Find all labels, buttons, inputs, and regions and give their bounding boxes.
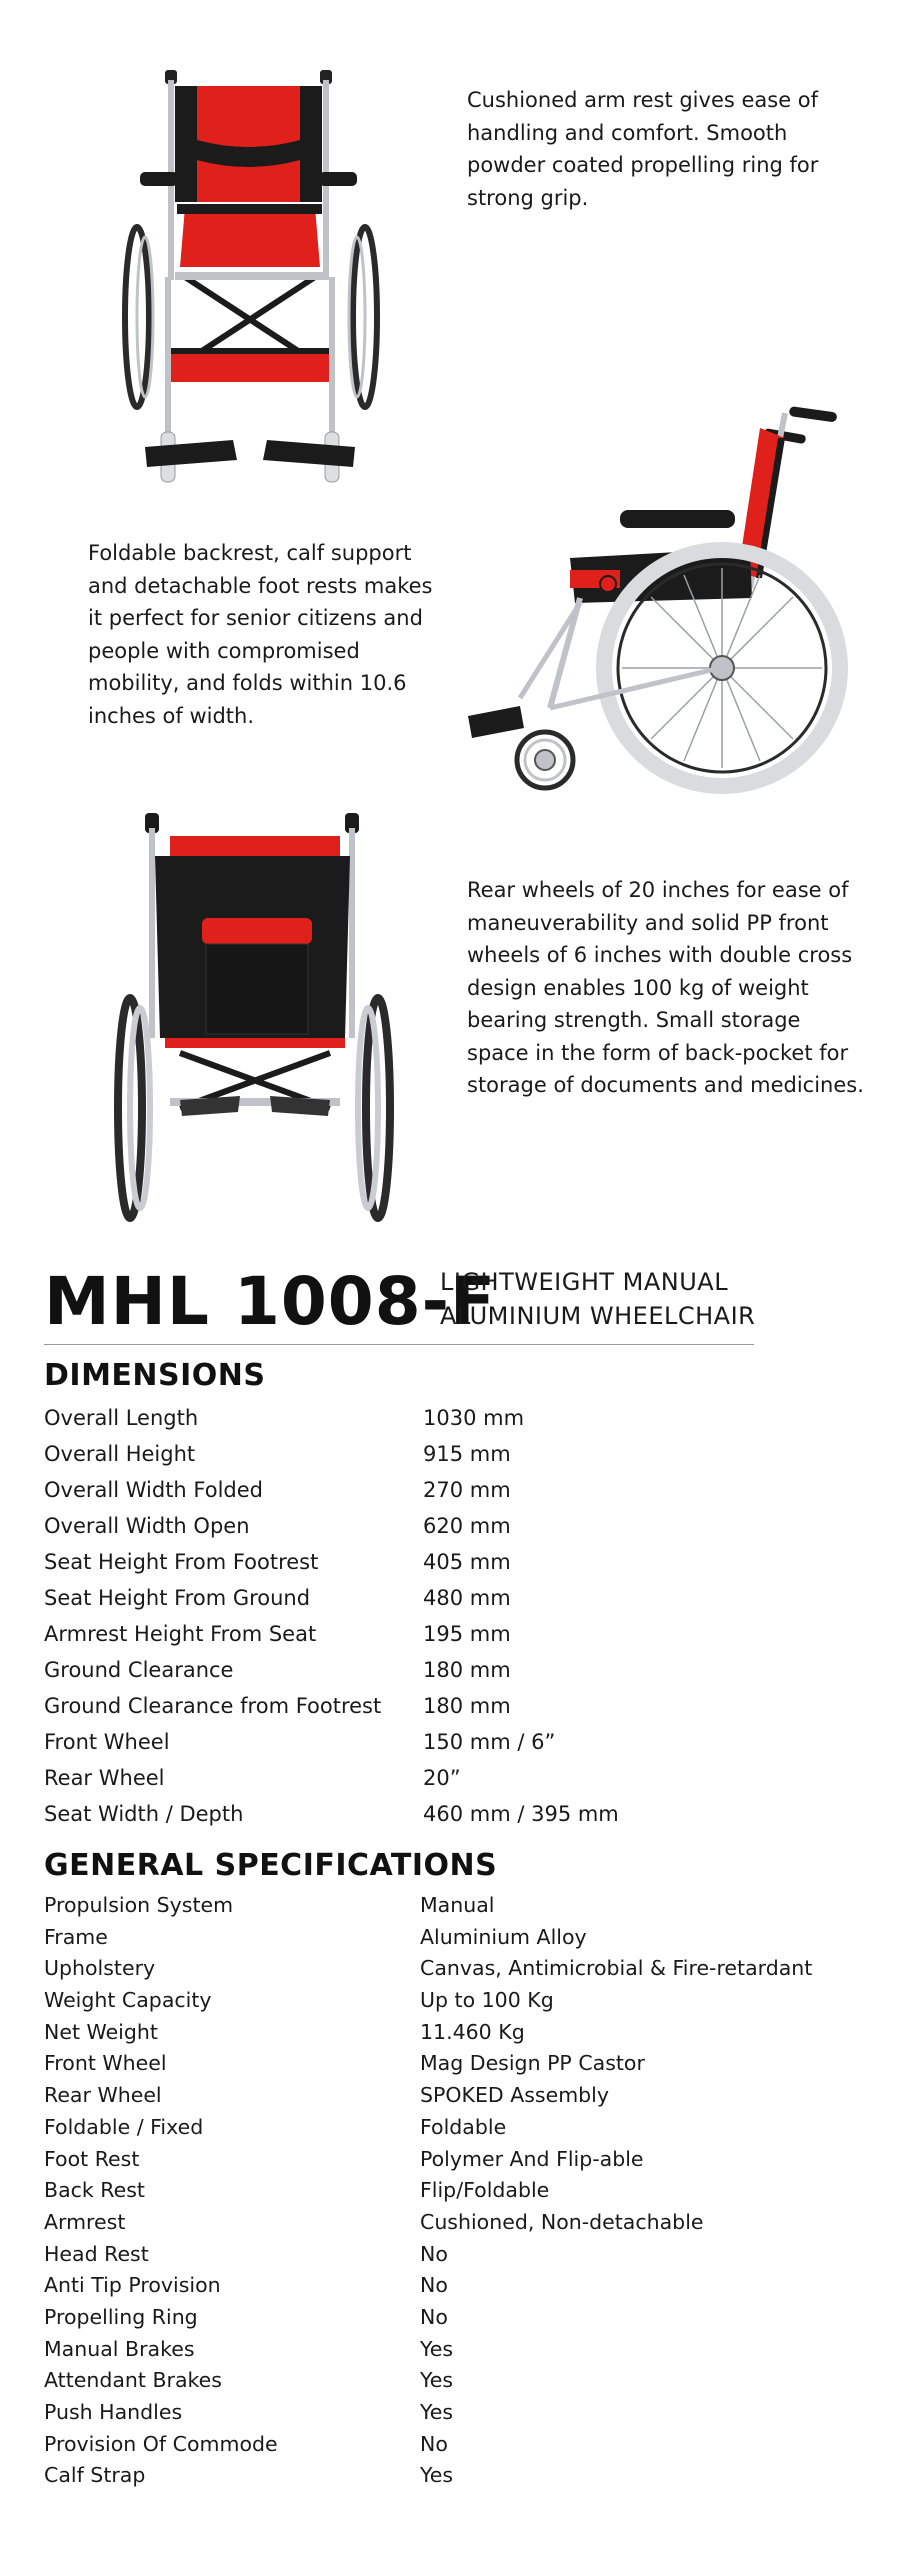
spec-value: Yes bbox=[420, 2368, 454, 2393]
spec-row bbox=[0, 2080, 916, 2112]
spec-label: Front Wheel bbox=[44, 2051, 167, 2076]
spec-label: Net Weight bbox=[44, 2019, 158, 2044]
spec-value: No bbox=[420, 2241, 448, 2266]
product-model: MHL 1008-F bbox=[44, 1263, 497, 1340]
spec-row bbox=[0, 2175, 916, 2207]
spec-label: Overall Height bbox=[44, 1442, 196, 1466]
spec-row bbox=[0, 2017, 916, 2049]
spec-row bbox=[0, 2144, 916, 2176]
spec-row bbox=[0, 1688, 916, 1724]
wheelchair-back-view-image bbox=[110, 808, 400, 1228]
spec-value: Manual bbox=[420, 1893, 495, 1917]
spec-row bbox=[0, 1953, 916, 1985]
spec-value: 460 mm / 395 mm bbox=[423, 1802, 619, 1826]
spec-row bbox=[0, 2270, 916, 2302]
product-subtitle bbox=[440, 1265, 755, 1333]
spec-label: Seat Width / Depth bbox=[44, 1802, 244, 1826]
spec-label: Overall Length bbox=[44, 1406, 199, 1430]
product-subtitle-line2: ALUMINIUM WHEELCHAIR bbox=[440, 1302, 756, 1330]
spec-value: Yes bbox=[420, 2463, 454, 2488]
spec-value: Cushioned, Non-detachable bbox=[420, 2209, 704, 2234]
spec-row bbox=[0, 2302, 916, 2334]
spec-row bbox=[0, 1400, 916, 1436]
dimensions-heading: DIMENSIONS bbox=[44, 1358, 266, 1393]
spec-value: Polymer And Flip-able bbox=[420, 2146, 644, 2171]
spec-value: 180 mm bbox=[423, 1658, 511, 1682]
spec-value: Mag Design PP Castor bbox=[420, 2051, 645, 2076]
spec-label: Armrest bbox=[44, 2209, 126, 2234]
dimensions-table bbox=[0, 1400, 916, 1832]
product-subtitle-line1: LIGHTWEIGHT MANUAL bbox=[440, 1268, 729, 1296]
spec-label: Foot Rest bbox=[44, 2146, 140, 2171]
spec-row bbox=[0, 1760, 916, 1796]
spec-label: Overall Width Folded bbox=[44, 1478, 264, 1502]
spec-value: No bbox=[420, 2273, 448, 2298]
spec-label: Upholstery bbox=[44, 1956, 156, 1981]
spec-row bbox=[0, 1472, 916, 1508]
spec-value: Flip/Foldable bbox=[420, 2178, 550, 2203]
spec-label: Seat Height From Footrest bbox=[44, 1550, 319, 1574]
spec-row bbox=[0, 1922, 916, 1954]
spec-value: 195 mm bbox=[423, 1622, 511, 1646]
spec-label: Rear Wheel bbox=[44, 2083, 162, 2108]
spec-label: Back Rest bbox=[44, 2178, 145, 2203]
spec-label: Seat Height From Ground bbox=[44, 1586, 311, 1610]
general-specifications-table bbox=[0, 1890, 916, 2492]
spec-value: 620 mm bbox=[423, 1514, 511, 1538]
spec-value: 270 mm bbox=[423, 1478, 511, 1502]
spec-row bbox=[0, 2429, 916, 2461]
spec-row bbox=[0, 1985, 916, 2017]
spec-value: 150 mm / 6” bbox=[423, 1730, 556, 1754]
spec-row bbox=[0, 1652, 916, 1688]
title-divider bbox=[44, 1344, 754, 1345]
spec-row bbox=[0, 2460, 916, 2492]
spec-label: Rear Wheel bbox=[44, 1766, 165, 1790]
wheelchair-side-view-image bbox=[460, 398, 860, 803]
spec-row bbox=[0, 2334, 916, 2366]
spec-row bbox=[0, 1724, 916, 1760]
spec-value: 1030 mm bbox=[423, 1406, 525, 1430]
spec-row bbox=[0, 1508, 916, 1544]
spec-label: Anti Tip Provision bbox=[44, 2273, 221, 2298]
spec-value: 405 mm bbox=[423, 1550, 511, 1574]
spec-row bbox=[0, 1890, 916, 1922]
spec-value: SPOKED Assembly bbox=[420, 2083, 610, 2108]
spec-label: Propulsion System bbox=[44, 1893, 234, 1917]
spec-label: Weight Capacity bbox=[44, 1988, 212, 2013]
spec-label: Front Wheel bbox=[44, 1730, 170, 1754]
feature-text-wheels: Rear wheels of 20 inches for ease of maneuverability and solid PP front wheels of 6 inches with double cross design enables 100 kg of weight bearing strength. Small storage space in the form of back-pocket for storage of documents and medicines. bbox=[467, 878, 864, 1097]
spec-value: 915 mm bbox=[423, 1442, 511, 1466]
spec-row bbox=[0, 2207, 916, 2239]
spec-value: No bbox=[420, 2304, 448, 2329]
spec-value: Yes bbox=[420, 2400, 454, 2424]
spec-value: Up to 100 Kg bbox=[420, 1988, 554, 2013]
spec-row bbox=[0, 2048, 916, 2080]
spec-row bbox=[0, 2397, 916, 2429]
spec-label: Ground Clearance from Footrest bbox=[44, 1694, 382, 1718]
spec-label: Provision Of Commode bbox=[44, 2431, 278, 2456]
spec-value: 11.460 Kg bbox=[420, 2019, 525, 2044]
spec-value: Foldable bbox=[420, 2114, 507, 2139]
spec-value: 20” bbox=[423, 1766, 461, 1790]
spec-label: Attendant Brakes bbox=[44, 2368, 222, 2393]
spec-label: Overall Width Open bbox=[44, 1514, 250, 1538]
spec-label: Foldable / Fixed bbox=[44, 2114, 204, 2139]
spec-value: Canvas, Antimicrobial & Fire-retardant bbox=[420, 1956, 813, 1981]
feature-text-armrest: Cushioned arm rest gives ease of handling and comfort. Smooth powder coated propelling ring for strong grip. bbox=[467, 88, 819, 210]
spec-row bbox=[0, 1544, 916, 1580]
feature-text-foldable: Foldable backrest, calf support and detachable foot rests makes it perfect for senior citizens and people with compromised mobility, and folds within 10.6 inches of width. bbox=[88, 541, 433, 728]
spec-label: Head Rest bbox=[44, 2241, 149, 2266]
spec-row bbox=[0, 2239, 916, 2271]
wheelchair-front-view-image bbox=[115, 62, 395, 492]
spec-label: Propelling Ring bbox=[44, 2304, 198, 2329]
spec-row bbox=[0, 1616, 916, 1652]
spec-value: No bbox=[420, 2431, 448, 2456]
spec-value: Yes bbox=[420, 2336, 454, 2361]
spec-row bbox=[0, 2365, 916, 2397]
spec-value: 180 mm bbox=[423, 1694, 511, 1718]
spec-label: Armrest Height From Seat bbox=[44, 1622, 317, 1646]
spec-row bbox=[0, 1436, 916, 1472]
spec-row bbox=[0, 1580, 916, 1616]
spec-label: Push Handles bbox=[44, 2400, 183, 2424]
spec-label: Frame bbox=[44, 1924, 108, 1949]
spec-label: Ground Clearance bbox=[44, 1658, 234, 1682]
spec-value: 480 mm bbox=[423, 1586, 511, 1610]
spec-value: Aluminium Alloy bbox=[420, 1924, 587, 1949]
general-specifications-heading: GENERAL SPECIFICATIONS bbox=[44, 1848, 498, 1883]
spec-row bbox=[0, 2112, 916, 2144]
spec-label: Manual Brakes bbox=[44, 2336, 195, 2361]
spec-label: Calf Strap bbox=[44, 2463, 146, 2488]
spec-row bbox=[0, 1796, 916, 1832]
